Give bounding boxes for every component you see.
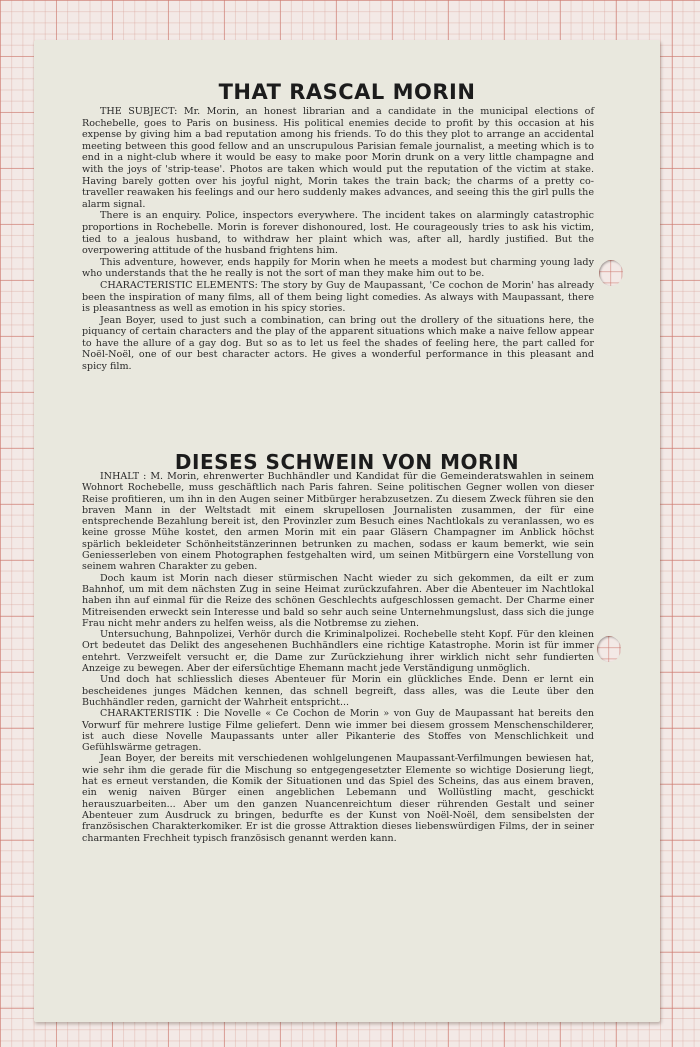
german-paragraph: INHALT : M. Morin, ehrenwerter Buchhändler und Kandidat für die Gemeinderatswahlen in seinem Wohnort Rochebelle, muss geschäftlich nach Paris fahren. Seine politischen Gegner wollen von dieser Reise profitieren, um ihn in den Augen seiner Mitbürger herabzusetzen. Zu diesem Zweck führen sie den braven Mann in der Weltstadt mit einem skrupellosen Journalisten zusammen, der für eine entsprechende Bezahlung bereit ist, den Provinzler zum Besuch eines Nachtlokals zu veranlassen, wo es keine grosse Mühe kostet, den armen Morin mit ein paar Gläsern Champagner im Anblick höchst spärlich bekleideter Schönheitstänzerinnen betrunken zu machen, sodass er kaum bemerkt, wie sein Geniesserleben von einem Photographen festgehalten wird, um seinen Mitbürgern eine Vorstellung von seinem wahren Charakter zu geben. — [82, 471, 594, 573]
paper-sheet — [34, 40, 660, 1022]
punch-hole — [597, 636, 621, 662]
english-paragraph: THE SUBJECT: Mr. Morin, an honest librarian and a candidate in the municipal elections of Rochebelle, goes to Paris on business. His political enemies decide to profit by this occasion at his expense by giving him a bad reputation among his friends. To do this they plot to arrange an accidental meeting between this good fellow and an unscrupulous Parisian female journalist, a meeting which is to end in a night-club where it would be easy to make poor Morin drunk on a very little champagne and with the joys of 'strip-tease'. Photos are taken which would put the reputation of the victim at stake. Having barely gotten over his joyful night, Morin takes the train back; the charms of a pretty co-traveller reawaken his feelings and our hero suddenly makes advances, and seeing this the girl pulls the alarm signal. — [82, 106, 594, 210]
german-paragraph: Untersuchung, Bahnpolizei, Verhör durch die Kriminalpolizei. Rochebelle steht Kopf. Für den kleinen Ort bedeutet das Delikt des angesehenen Buchhändlers eine richtige Katastrophe. Morin ist für immer entehrt. Verzweifelt versucht er, die Dame zur Zurückziehung ihrer wirklich nicht sehr fundierten Anzeige zu bewegen. Aber der eifersüchtige Ehemann macht jede Verständigung unmöglich. — [82, 629, 594, 675]
english-synopsis — [82, 106, 594, 373]
german-paragraph: Jean Boyer, der bereits mit verschiedenen wohlgelungenen Maupassant-Verfilmungen bewiesen hat, wie sehr ihm die gerade für die Mischung so entgegengesetzter Elemente so wichtige Dosierung liegt, hat es erneut verstanden, die Komik der Situationen und das Spiel des Scheins, das aus einem braven, ein wenig naiven Bürger einen angeblichen Lebemann und Wollüstling macht, geschickt herauszuarbeiten... Aber um den ganzen Nuancenreichtum dieser rührenden Gestalt und seiner Abenteuer zum Ausdruck zu bringen, bedurfte es der Kunst von Noël-Noël, dem sensibelsten der französischen Charakterkomiker. Er ist die grosse Attraktion dieses liebenswürdigen Films, der in seiner charmanten Frechheit typisch französisch genannt werden kann. — [82, 753, 594, 844]
german-paragraph: CHARAKTERISTIK : Die Novelle « Ce Cochon de Morin » von Guy de Maupassant hat bereits den Vorwurf für mehrere lustige Filme geliefert. Denn wie immer bei diesem grossem Menschenschilderer, ist auch diese Novelle Maupassants unter aller Pikanterie des Stoffes von Menschlichkeit und Gefühlswärme getragen. — [82, 708, 594, 754]
english-paragraph: Jean Boyer, used to just such a combination, can bring out the drollery of the situations here, the piquancy of certain characters and the play of the apparent situations which make a naive fellow appear to have the allure of a gay dog. But so as to let us feel the shades of feeling here, the part called for Noël-Noël, one of our best character actors. He gives a wonderful performance in this pleasant and spicy film. — [82, 314, 594, 373]
english-title: THAT RASCAL MORIN — [218, 80, 476, 104]
english-paragraph: There is an enquiry. Police, inspectors everywhere. The incident takes on alarmingly catastrophic proportions in Rochebelle. Morin is forever dishonoured, lost. He courageously tries to ask his victim, tied to a jealous husband, to withdraw her plaint which was, after all, hardly justified. But the overpowering attitude of the husband frightens him. — [82, 210, 594, 257]
punch-hole — [599, 260, 623, 286]
german-paragraph: Doch kaum ist Morin nach dieser stürmischen Nacht wieder zu sich gekommen, da eilt er zum Bahnhof, um mit dem nächsten Zug in seine Heimat zurückzufahren. Aber die Abenteuer im Nachtlokal haben ihn auf einmal für die Reize des schönen Geschlechts aufgeschlossen gemacht. Der Charme einer Mitreisenden erweckt sein Interesse und bald so sehr auch seine Unternehmungslust, dass sich die junge Frau nicht mehr anders zu helfen weiss, als die Notbremse zu ziehen. — [82, 572, 594, 629]
english-paragraph: This adventure, however, ends happily for Morin when he meets a modest but charming young lady who understands that the he really is not the sort of man they make him out to be. — [82, 256, 594, 280]
english-paragraph: CHARACTERISTIC ELEMENTS: The story by Guy de Maupassant, 'Ce cochon de Morin' has already been the inspiration of many films, all of them being light comedies. As always with Maupassant, there is pleasantness as well as emotion in his spicy stories. — [82, 279, 594, 315]
german-paragraph: Und doch hat schliesslich dieses Abenteuer für Morin ein glückliches Ende. Denn er lernt ein bescheidenes junges Mädchen kennen, das schnell begreift, dass alles, was die Leute über den Buchhändler reden, garnicht der Wahrheit entspricht... — [82, 674, 594, 708]
german-synopsis — [82, 471, 594, 844]
german-title: DIESES SCHWEIN VON MORIN — [174, 450, 520, 474]
